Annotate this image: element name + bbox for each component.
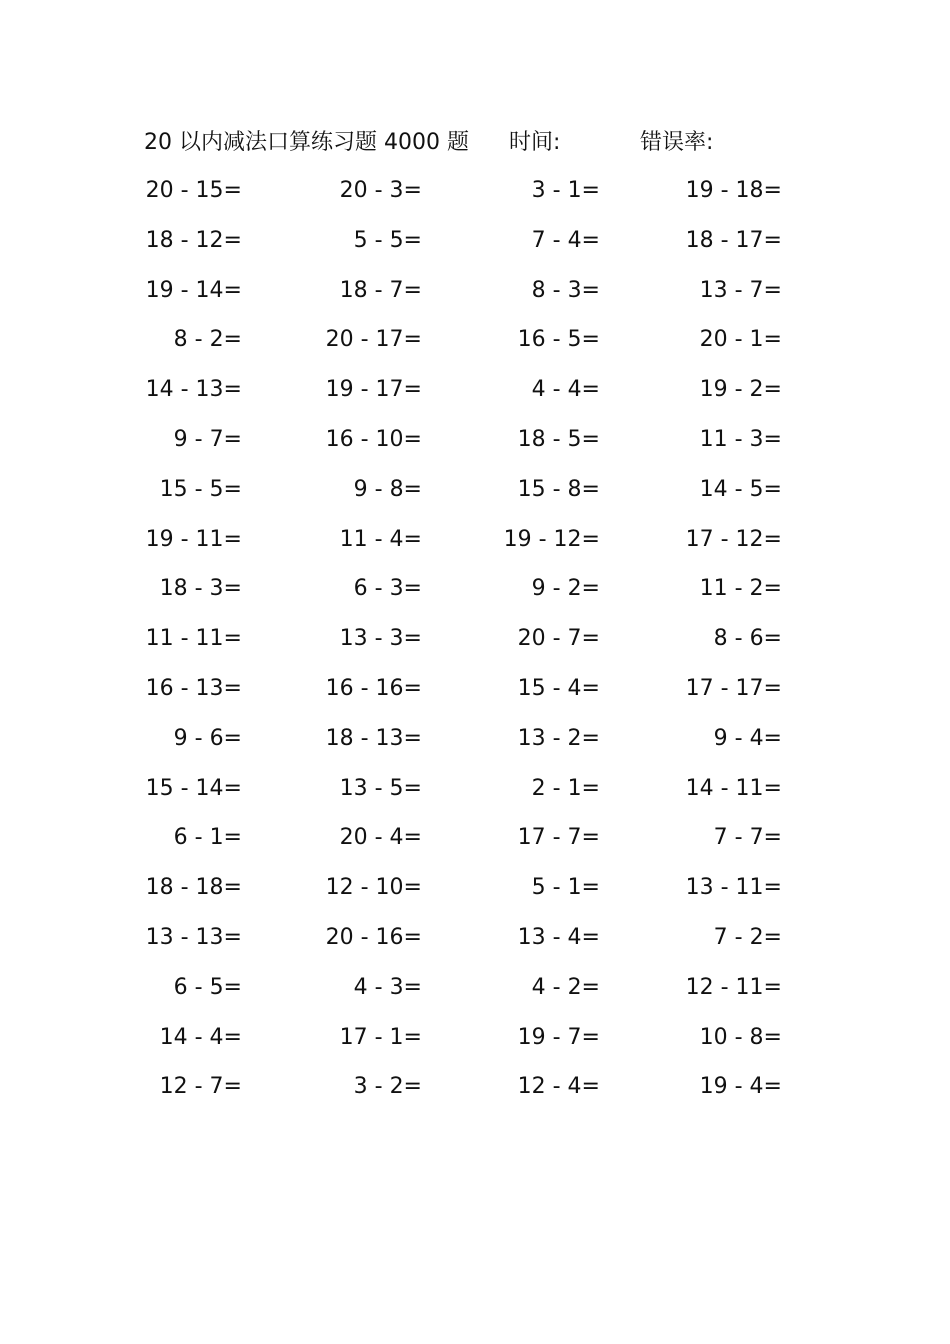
problem-item: 18 - 17= <box>685 227 782 253</box>
problem-item: 9 - 4= <box>713 725 782 751</box>
problem-item: 16 - 13= <box>145 675 242 701</box>
problem-item: 12 - 4= <box>517 1074 600 1100</box>
problem-item: 13 - 4= <box>517 924 600 950</box>
problem-row <box>0 373 950 423</box>
problem-item: 14 - 11= <box>685 775 782 801</box>
problem-item: 4 - 3= <box>353 974 422 1000</box>
problem-item: 9 - 2= <box>531 576 600 602</box>
problem-item: 15 - 4= <box>517 675 600 701</box>
problem-item: 5 - 5= <box>353 227 422 253</box>
problem-row <box>0 921 950 971</box>
problem-item: 16 - 16= <box>325 675 422 701</box>
problem-item: 5 - 1= <box>531 875 600 901</box>
problem-row <box>0 323 950 373</box>
problem-item: 2 - 1= <box>531 775 600 801</box>
problem-item: 20 - 15= <box>145 178 242 203</box>
problem-item: 13 - 7= <box>699 277 782 303</box>
problem-item: 6 - 1= <box>173 825 242 851</box>
problem-item: 4 - 2= <box>531 974 600 1000</box>
problem-item: 14 - 13= <box>145 377 242 403</box>
problem-item: 18 - 3= <box>159 576 242 602</box>
problem-item: 9 - 7= <box>173 426 242 452</box>
worksheet-title: 20 以内减法口算练习题 4000 题 <box>144 130 469 155</box>
problem-item: 19 - 4= <box>699 1074 782 1100</box>
problem-item: 13 - 13= <box>145 924 242 950</box>
problem-item: 13 - 11= <box>685 875 782 901</box>
problem-row <box>0 672 950 722</box>
problem-item: 19 - 12= <box>503 526 600 552</box>
problem-item: 20 - 4= <box>339 825 422 851</box>
problem-item: 9 - 8= <box>353 476 422 502</box>
worksheet-header <box>0 126 950 160</box>
problem-item: 9 - 6= <box>173 725 242 751</box>
problem-item: 19 - 2= <box>699 377 782 403</box>
problem-item: 3 - 1= <box>531 178 600 203</box>
problem-item: 11 - 11= <box>145 626 242 652</box>
problem-item: 20 - 3= <box>339 178 422 203</box>
problem-item: 8 - 2= <box>173 327 242 353</box>
problem-item: 4 - 4= <box>531 377 600 403</box>
problem-item: 20 - 17= <box>325 327 422 353</box>
problem-item: 20 - 16= <box>325 924 422 950</box>
problem-item: 11 - 3= <box>699 426 782 452</box>
problem-row <box>0 1021 950 1071</box>
problem-row <box>0 473 950 523</box>
problem-item: 15 - 5= <box>159 476 242 502</box>
problem-item: 7 - 7= <box>713 825 782 851</box>
problem-item: 11 - 2= <box>699 576 782 602</box>
problem-item: 7 - 4= <box>531 227 600 253</box>
problem-row <box>0 423 950 473</box>
problem-item: 17 - 17= <box>685 675 782 701</box>
problem-item: 17 - 12= <box>685 526 782 552</box>
problem-item: 3 - 2= <box>353 1074 422 1100</box>
problem-item: 14 - 5= <box>699 476 782 502</box>
problem-item: 6 - 3= <box>353 576 422 602</box>
problem-item: 19 - 17= <box>325 377 422 403</box>
problem-item: 7 - 2= <box>713 924 782 950</box>
problem-item: 15 - 14= <box>145 775 242 801</box>
problem-item: 18 - 12= <box>145 227 242 253</box>
problem-row <box>0 971 950 1021</box>
problem-item: 18 - 5= <box>517 426 600 452</box>
problem-item: 11 - 4= <box>339 526 422 552</box>
problem-item: 17 - 7= <box>517 825 600 851</box>
problem-item: 13 - 3= <box>339 626 422 652</box>
problem-item: 18 - 18= <box>145 875 242 901</box>
problem-row <box>0 174 950 224</box>
problem-item: 18 - 13= <box>325 725 422 751</box>
problem-grid <box>0 174 950 1120</box>
problem-item: 8 - 3= <box>531 277 600 303</box>
problem-row <box>0 1070 950 1120</box>
problem-item: 15 - 8= <box>517 476 600 502</box>
problem-item: 16 - 10= <box>325 426 422 452</box>
problem-item: 17 - 1= <box>339 1024 422 1050</box>
problem-row <box>0 274 950 324</box>
problem-item: 20 - 7= <box>517 626 600 652</box>
problem-row <box>0 772 950 822</box>
problem-item: 20 - 1= <box>699 327 782 353</box>
problem-item: 19 - 18= <box>685 178 782 203</box>
problem-row <box>0 622 950 672</box>
problem-item: 6 - 5= <box>173 974 242 1000</box>
problem-row <box>0 224 950 274</box>
problem-item: 12 - 7= <box>159 1074 242 1100</box>
problem-item: 18 - 7= <box>339 277 422 303</box>
problem-item: 14 - 4= <box>159 1024 242 1050</box>
problem-item: 16 - 5= <box>517 327 600 353</box>
problem-item: 12 - 11= <box>685 974 782 1000</box>
problem-row <box>0 871 950 921</box>
problem-row <box>0 572 950 622</box>
problem-item: 19 - 14= <box>145 277 242 303</box>
problem-item: 19 - 7= <box>517 1024 600 1050</box>
problem-item: 13 - 5= <box>339 775 422 801</box>
problem-item: 8 - 6= <box>713 626 782 652</box>
problem-item: 12 - 10= <box>325 875 422 901</box>
problem-item: 19 - 11= <box>145 526 242 552</box>
problem-row <box>0 722 950 772</box>
problem-item: 13 - 2= <box>517 725 600 751</box>
problem-item: 10 - 8= <box>699 1024 782 1050</box>
problem-row <box>0 821 950 871</box>
problem-row <box>0 523 950 573</box>
error-rate-label: 错误率: <box>640 130 714 155</box>
time-label: 时间: <box>509 130 561 155</box>
